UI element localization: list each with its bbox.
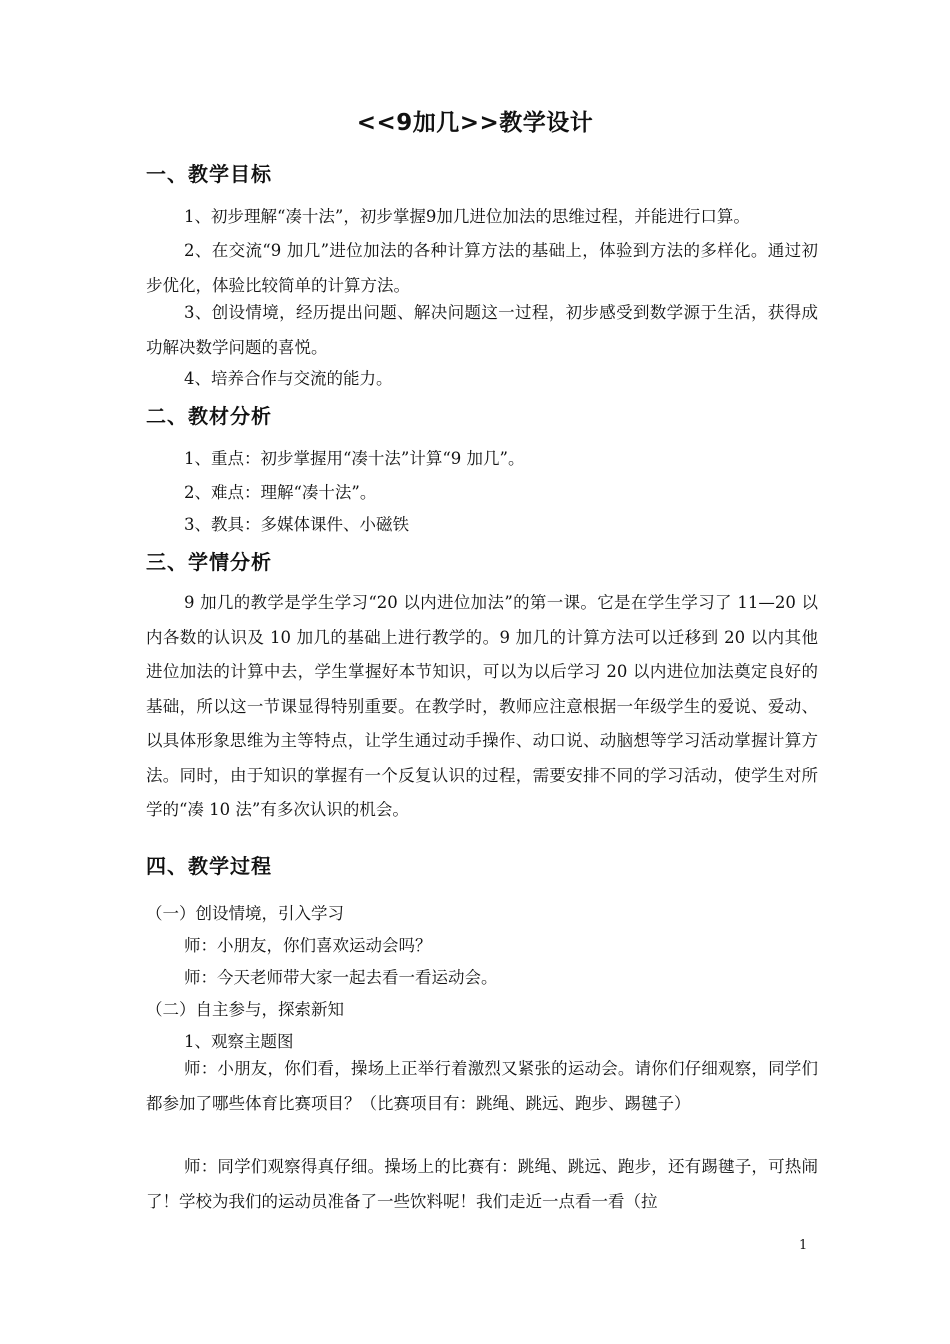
section-heading-analysis: 二、教材分析 <box>146 404 272 428</box>
page-number: 1 <box>799 1238 808 1253</box>
teacher-paragraph-1: 师：小朋友，你们看，操场上正举行着激烈又紧张的运动会。请你们仔细观察，同学们都参加了哪些体育比赛项目？（比赛项目有：跳绳、跳远、跑步、踢毽子） <box>146 1059 818 1113</box>
process-subheading-1: （一）创设情境，引入学习 <box>146 904 344 923</box>
step-heading-1: 1、观察主题图 <box>184 1032 294 1051</box>
analysis-item-2: 2、难点：理解“凑十法”。 <box>184 483 377 502</box>
goal-item-1: 1、初步理解“凑十法”，初步掌握9加几进位加法的思维过程，并能进行口算。 <box>184 207 750 226</box>
goal-item-4: 4、培养合作与交流的能力。 <box>184 369 393 388</box>
section-heading-learners: 三、学情分析 <box>146 550 272 574</box>
learner-analysis-paragraph: 9 加几的教学是学生学习“20 以内进位加法”的第一课。它是在学生学习了 11—20 以内各数的认识及 10 加几的基础上进行教学的。9 加几的计算方法可以迁移到 20 以内其他进位加法的计算中去，学生掌握好本节知识，可以为以后学习 20 以内进位加法奠定良好的基础，所以这一节课显得特别重要。在教学时，教师应注意根据一年级学生的爱说、爱动、以具体形象思维为主等特点，让学生通过动手操作、动口说、动脑想等学习活动掌握计算方法。同时，由于知识的掌握有一个反复认识的过程，需要安排不同的学习活动，使学生对所学的“凑 10 法”有多次认识的机会。 <box>146 593 818 819</box>
teacher-line-2: 师：今天老师带大家一起去看一看运动会。 <box>184 968 498 987</box>
teacher-line-1: 师：小朋友，你们喜欢运动会吗？ <box>184 936 432 955</box>
section-heading-process: 四、教学过程 <box>146 854 272 878</box>
goal-item-2: 2、在交流“9 加几”进位加法的各种计算方法的基础上，体验到方法的多样化。通过初步优化，体验比较简单的计算方法。 <box>146 241 818 295</box>
analysis-item-1: 1、重点：初步掌握用“凑十法”计算“9 加几”。 <box>184 449 525 468</box>
teacher-paragraph-2: 师：同学们观察得真仔细。操场上的比赛有：跳绳、跳远、跑步，还有踢毽子，可热闹了！学校为我们的运动员准备了一些饮料呢！我们走近一点看一看（拉 <box>146 1157 818 1211</box>
section-heading-goals: 一、教学目标 <box>146 162 272 186</box>
goal-item-3: 3、创设情境，经历提出问题、解决问题这一过程，初步感受到数学源于生活，获得成功解决数学问题的喜悦。 <box>146 303 818 357</box>
process-subheading-2: （二）自主参与，探索新知 <box>146 1000 344 1019</box>
analysis-item-3: 3、教具：多媒体课件、小磁铁 <box>184 515 409 534</box>
document-title: <<9加几>>教学设计 <box>356 110 594 136</box>
